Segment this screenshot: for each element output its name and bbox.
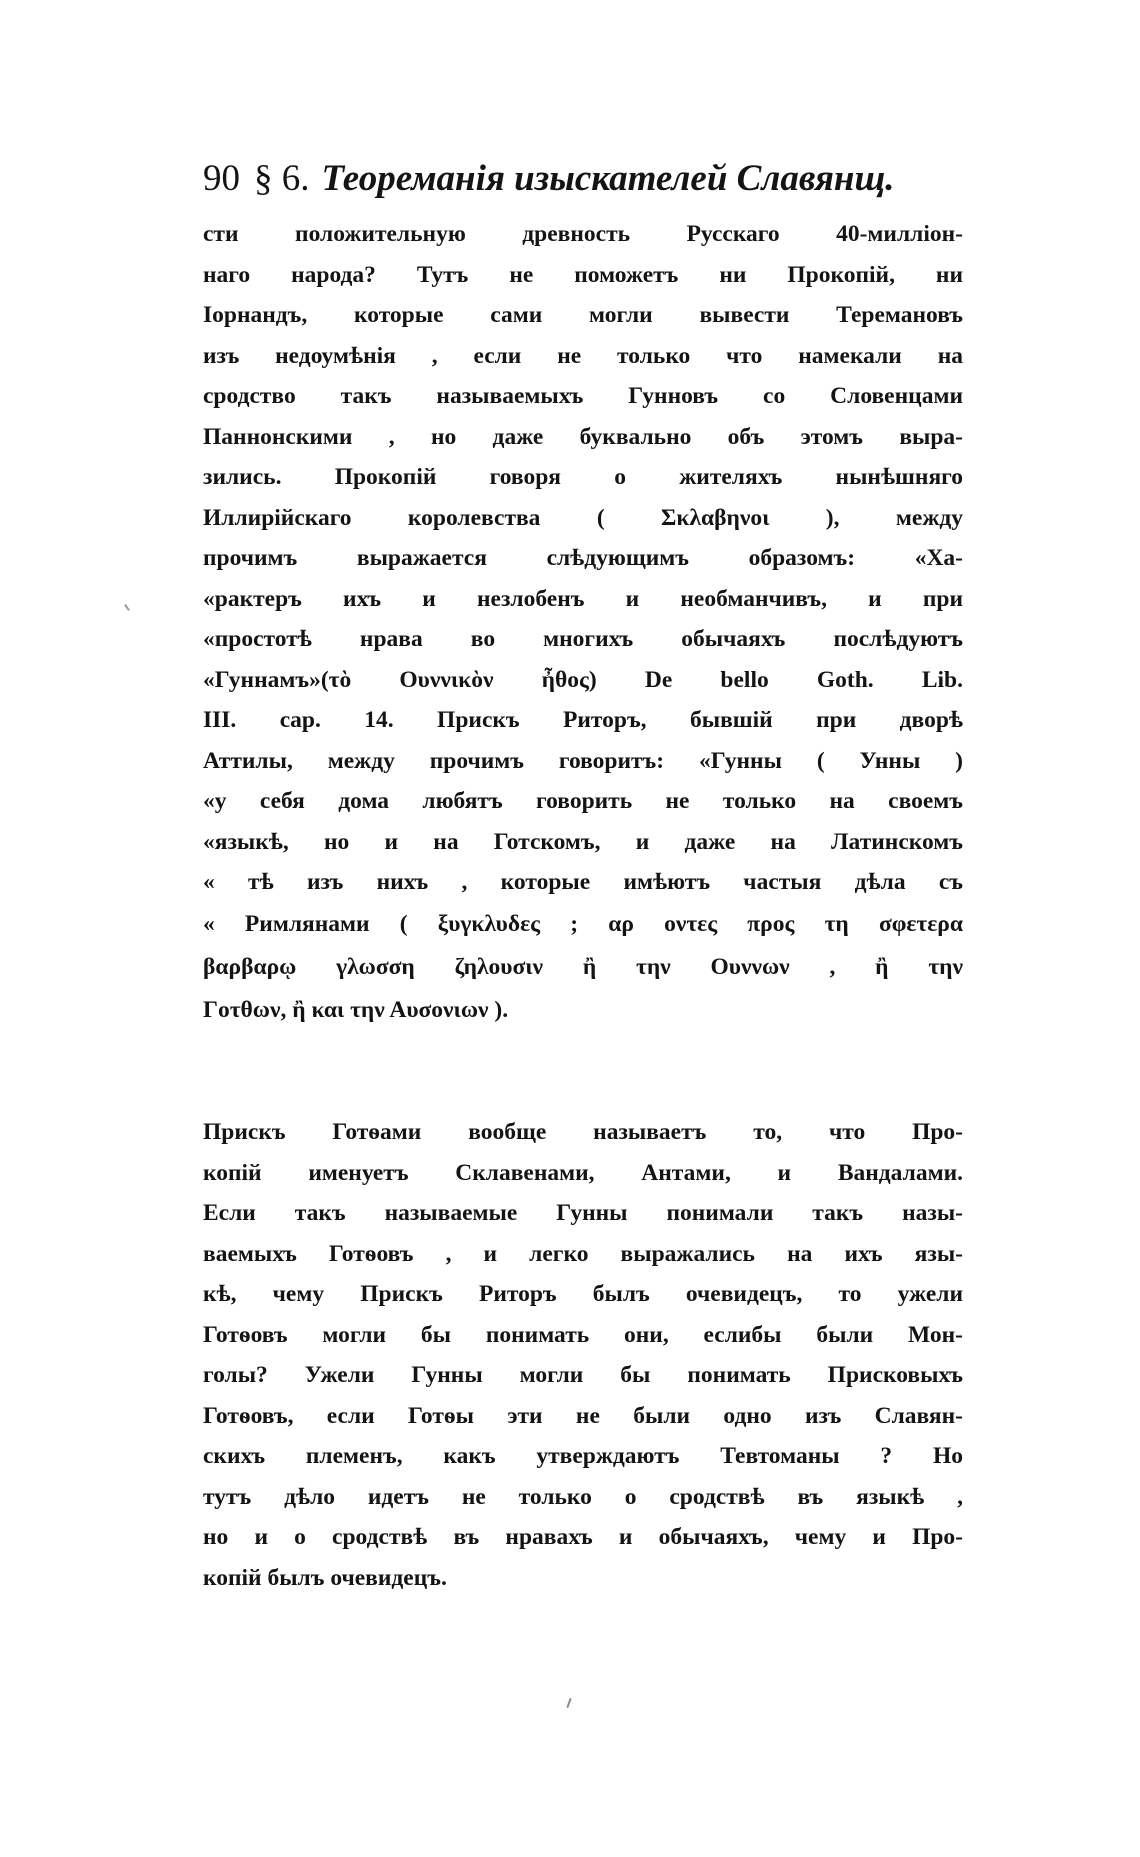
- text-line: «языкѣ, но и на Готскомъ, и даже на Латинскомъ: [203, 828, 963, 855]
- text-line: скихъ племенъ, какъ утверждаютъ Тевтоманы ? Но: [203, 1443, 963, 1469]
- page-header: [203, 154, 963, 204]
- text-line: Если такъ называемые Гунны понимали такъ назы-: [203, 1200, 963, 1226]
- text-line: Прискъ Готѳами вообще называетъ то, что Про-: [203, 1119, 963, 1145]
- text-line: Аттилы, между прочимъ говоритъ: «Гунны ( Унны ): [203, 747, 963, 774]
- text-line: « Римлянами ( ξυγκλυδες ; αρ οντες προς τη σφετερα: [203, 910, 963, 937]
- text-line: Іорнандъ, которые сами могли вывести Теремановъ: [203, 302, 963, 328]
- text-line: но и о сродствѣ въ нравахъ и обычаяхъ, чему и Про-: [203, 1524, 963, 1550]
- section-mark: § 6.: [254, 158, 310, 199]
- text-line: « тѣ изъ нихъ , которые имѣютъ частыя дѣла съ: [203, 869, 963, 895]
- text-line: зились. Прокопій говоря о жителяхъ нынѣшняго: [203, 464, 963, 490]
- text-line: «рактеръ ихъ и незлобенъ и необманчивъ, и при: [203, 585, 963, 612]
- text-line: Паннонскими , но даже буквально объ этомъ выра-: [203, 423, 963, 450]
- text-line: «простотѣ нрава во многихъ обычаяхъ послѣдуютъ: [203, 626, 963, 652]
- running-title: Теореманія изыскателей Славянщ.: [321, 158, 895, 199]
- text-line: Готѳовъ, если Готѳы эти не были одно изъ Славян-: [203, 1402, 963, 1429]
- text-line: прочимъ выражается слѣдующимъ образомъ: «Ха-: [203, 545, 963, 571]
- ink-speck: [124, 604, 130, 611]
- text-line: копій былъ очевидецъ.: [203, 1564, 447, 1591]
- paragraph-2: [203, 1112, 963, 1598]
- text-line: наго народа? Тутъ не поможетъ ни Прокопій, ни: [203, 261, 963, 288]
- ink-speck: [566, 1698, 571, 1708]
- text-line: βαρβαρῳ γλωσση ζηλουσιν ἢ την Ουννων , ἢ την: [203, 953, 963, 980]
- text-line: тутъ дѣло идетъ не только о сродствѣ въ языкѣ ,: [203, 1483, 963, 1510]
- text-line: III. cap. 14. Прискъ Риторъ, бывшій при дворѣ: [203, 707, 963, 733]
- text-line: копій именуетъ Склавенами, Антами, и Вандалами.: [203, 1159, 963, 1186]
- text-line: «у себя дома любятъ говорить не только на своемъ: [203, 788, 963, 814]
- text-line: Γοτθων, ἢ και την Αυσονιων ).: [203, 996, 509, 1023]
- page-number: 90: [203, 158, 240, 199]
- text-line: Иллирійскаго королевства ( Σκλαβηνοι ), между: [203, 504, 963, 531]
- text-line: голы? Ужели Гунны могли бы понимать Присковыхъ: [203, 1362, 963, 1388]
- text-line: сти положительную древность Русскаго 40-милліон-: [203, 221, 963, 247]
- text-line: ваемыхъ Готѳовъ , и легко выражались на ихъ язы-: [203, 1240, 963, 1267]
- paragraph-1: [203, 214, 963, 1032]
- text-line: сродство такъ называемыхъ Гунновъ со Словенцами: [203, 383, 963, 409]
- text-line: кѣ, чему Прискъ Риторъ былъ очевидецъ, то ужели: [203, 1281, 963, 1307]
- text-line: «Гуннамъ»(τὸ Ουννικὸν ἦθος) De bello Goth. Lib.: [203, 666, 963, 693]
- text-line: Готѳовъ могли бы понимать они, еслибы были Мон-: [203, 1321, 963, 1348]
- text-line: изъ недоумѣнія , если не только что намекали на: [203, 342, 963, 369]
